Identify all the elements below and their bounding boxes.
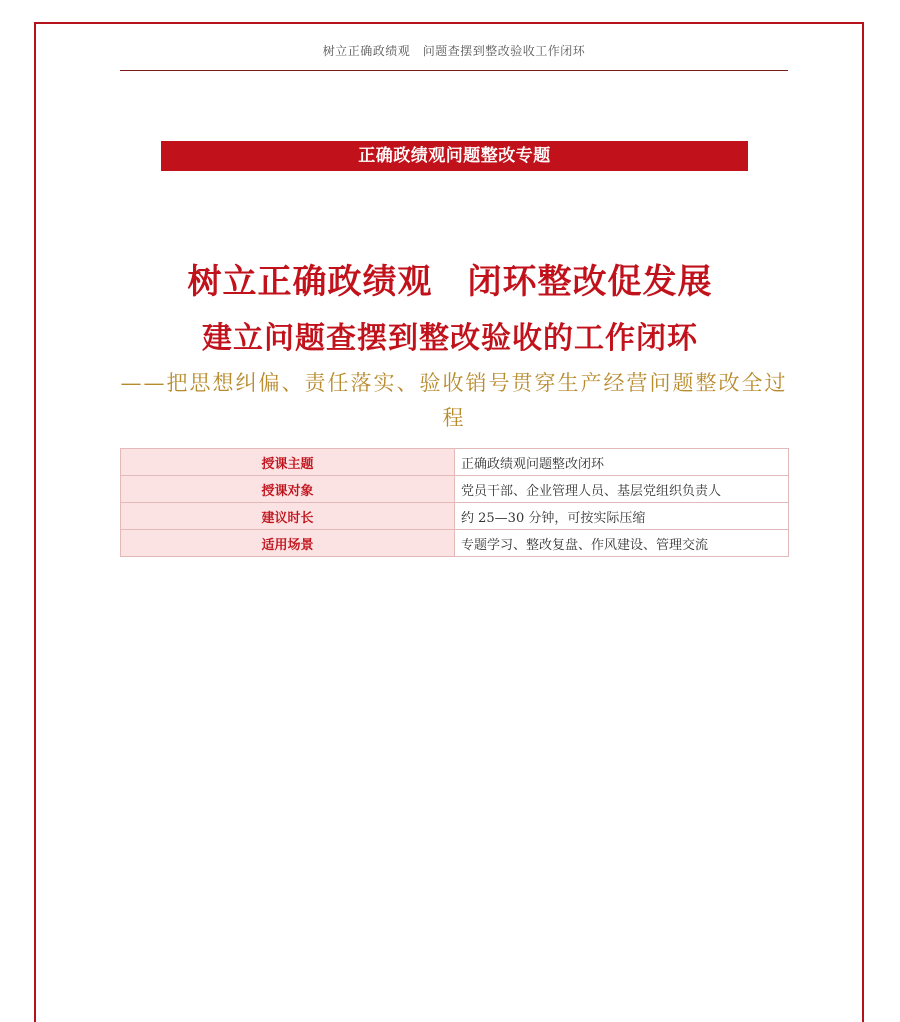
table-row (121, 530, 789, 557)
topic-banner: 正确政绩观问题整改专题 (161, 141, 748, 171)
table-row (121, 449, 789, 476)
table-row (121, 476, 789, 503)
table-row (121, 503, 789, 530)
table-key-cell: 授课对象 (121, 476, 455, 503)
table-value-cell: 正确政绩观问题整改闭环 (455, 449, 789, 476)
table-value-cell: 党员干部、企业管理人员、基层党组织负责人 (455, 476, 789, 503)
table-key-cell: 适用场景 (121, 530, 455, 557)
table-value-cell: 约 25—30 分钟，可按实际压缩 (455, 503, 789, 530)
header-divider (120, 70, 788, 71)
running-header: 树立正确政绩观 问题查摆到整改验收工作闭环 (322, 44, 586, 58)
document-tagline: ——把思想纠偏、责任落实、验收销号贯穿生产经营问题整改全过程 (120, 371, 788, 430)
document-title: 树立正确政绩观 闭环整改促发展 (187, 262, 713, 302)
course-info-table (120, 448, 789, 557)
table-key-cell: 授课主题 (121, 449, 455, 476)
table-key-cell: 建议时长 (121, 503, 455, 530)
table-value-cell: 专题学习、整改复盘、作风建设、管理交流 (455, 530, 789, 557)
document-subtitle: 建立问题查摆到整改验收的工作闭环 (202, 321, 698, 356)
